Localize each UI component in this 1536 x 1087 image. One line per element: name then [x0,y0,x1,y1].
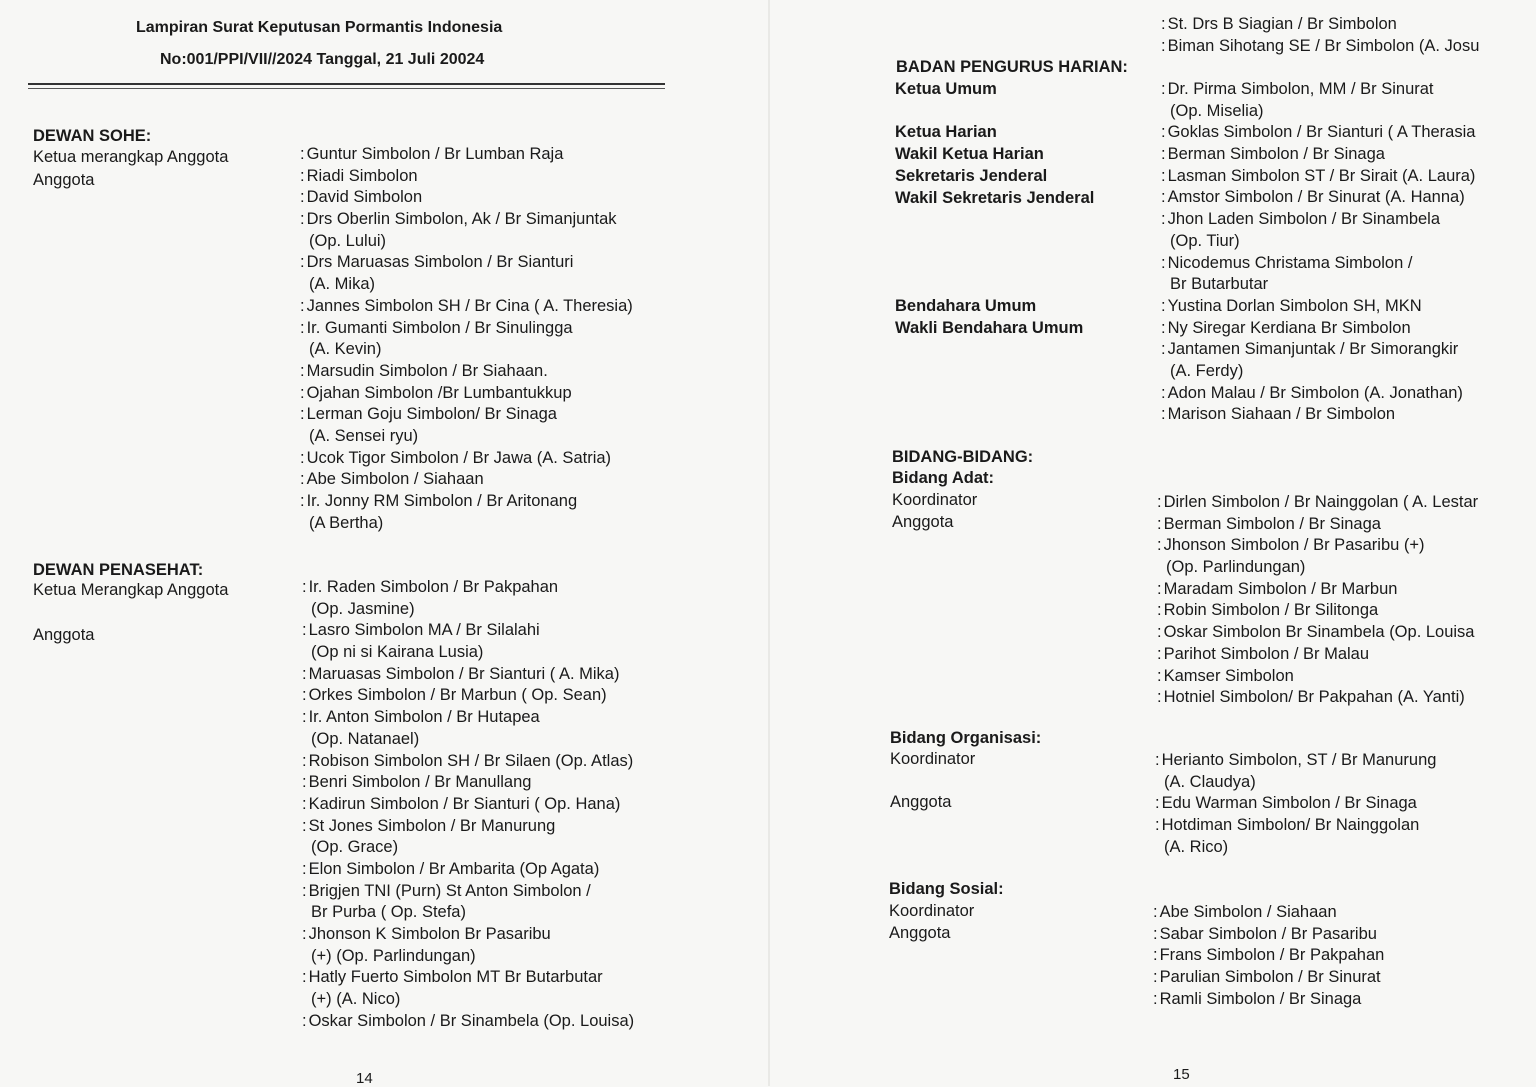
member-entry: : Adon Malau / Br Simbolon (A. Jonathan) [1161,383,1475,405]
right-page [768,0,1536,1086]
member-line-continuation: Br Purba ( Op. Stefa) [311,903,466,922]
role-label: Wakil Sekretaris Jenderal [895,188,1095,207]
member-entry: : Nicodemus Christama Simbolon / [1161,253,1475,275]
member-entry: : Drs Maruasas Simbolon / Br Sianturi [300,252,633,274]
role-label: Anggota [33,171,95,189]
role-label: Sekretaris Jenderal [895,166,1048,185]
section-title-badan-pengurus-harian: BADAN PENGURUS HARIAN: [896,58,1128,76]
member-entry: : Drs Oberlin Simbolon, Ak / Br Simanjuntak [300,209,633,231]
member-entry: : Jantamen Simanjuntak / Br Simorangkir [1161,339,1475,361]
member-line-continuation: (Op. Miselia) [1170,101,1264,120]
member-entry: : St Jones Simbolon / Br Manurung [302,816,634,838]
member-entry: : Berman Simbolon / Br Sinaga [1157,514,1478,536]
member-entry: : Elon Simbolon / Br Ambarita (Op Agata) [302,859,634,881]
member-entry: : Marsudin Simbolon / Br Siahaan. [300,361,633,383]
role-label: Anggota [33,626,95,644]
member-line-continuation: (Op. Tiur) [1170,231,1240,250]
member-entry: : Herianto Simbolon, ST / Br Manurung [1155,750,1436,772]
member-entry: : Dr. Pirma Simbolon, MM / Br Sinurat [1161,79,1475,101]
member-line-continuation: (Op. Jasmine) [311,599,415,618]
member-entry: : Robison Simbolon SH / Br Silaen (Op. Atlas) [302,751,634,773]
member-entry: : David Simbolon [300,187,633,209]
member-entry: : Abe Simbolon / Siahaan [300,469,633,491]
member-entry: : St. Drs B Siagian / Br Simbolon [1161,14,1479,36]
member-line-continuation: (+) (Op. Parlindungan) [311,946,476,965]
member-entry: : Benri Simbolon / Br Manullang [302,772,634,794]
member-entry: : Jannes Simbolon SH / Br Cina ( A. Theresia) [300,296,633,318]
member-entry: : Sabar Simbolon / Br Pasaribu [1153,924,1384,946]
member-entry: : Ir. Raden Simbolon / Br Pakpahan [302,577,634,599]
document-header-line1: Lampiran Surat Keputusan Pormantis Indonesia [136,19,503,36]
member-line-continuation: (Op. Natanael) [311,729,420,748]
member-entry: : Ir. Gumanti Simbolon / Br Sinulingga [300,318,633,340]
member-list-dewan-penasehat [302,577,634,1032]
role-label: Ketua Merangkap Anggota [33,581,229,599]
member-entry: : Dirlen Simbolon / Br Nainggolan ( A. Lestar [1157,492,1478,514]
member-entry: : Oskar Simbolon Br Sinambela (Op. Louisa [1157,622,1478,644]
left-page [0,0,768,1086]
role-label: Ketua Umum [895,80,997,98]
role-label: Anggota [890,793,952,811]
member-entry: : Abe Simbolon / Siahaan [1153,902,1384,924]
document-header-line2: No:001/PPI/VII//2024 Tanggal, 21 Juli 20024 [160,51,485,68]
member-entry: : Biman Sihotang SE / Br Simbolon (A. Josu [1161,36,1479,58]
member-entry: : Ucok Tigor Simbolon / Br Jawa (A. Satria) [300,448,633,470]
page-number: 15 [1173,1066,1190,1083]
subsection-title-bidang-sosial: Bidang Sosial: [889,880,1004,898]
member-entry: : Yustina Dorlan Simbolon SH, MKN [1161,296,1475,318]
member-entry: : Ojahan Simbolon /Br Lumbantukkup [300,383,633,405]
member-line-continuation: (A. Mika) [309,275,375,294]
role-label: Wakli Bendahara Umum [895,318,1084,337]
section-title-dewan-penasehat: DEWAN PENASEHAT: [33,561,204,579]
header-rule [28,83,665,85]
role-label: Koordinator [892,491,978,509]
member-line-continuation: (Op. Grace) [311,838,399,857]
member-entry: : Parihot Simbolon / Br Malau [1157,644,1478,666]
member-entry: : Jhonson Simbolon / Br Pasaribu (+) [1157,535,1478,557]
subsection-title-bidang-organisasi: Bidang Organisasi: [890,729,1042,747]
role-label: Ketua Harian [895,123,997,142]
member-list-bidang-organisasi [1155,750,1436,858]
member-entry: : Kadirun Simbolon / Br Sianturi ( Op. Hana) [302,794,634,816]
member-entry: : Jhonson K Simbolon Br Pasaribu [302,924,634,946]
member-line-continuation: (A. Ferdy) [1170,361,1244,380]
member-entry: : Oskar Simbolon / Br Sinambela (Op. Louisa) [302,1011,634,1033]
member-entry: : Hotdiman Simbolon/ Br Nainggolan [1155,815,1436,837]
member-entry: : Marison Siahaan / Br Simbolon [1161,404,1475,426]
member-entry: : Lerman Goju Simbolon/ Br Sinaga [300,404,633,426]
member-entry: : Ir. Jonny RM Simbolon / Br Aritonang [300,491,633,513]
member-entry: : Robin Simbolon / Br Silitonga [1157,600,1478,622]
member-line-continuation: (A. Rico) [1164,837,1229,856]
role-label: Koordinator [889,902,975,920]
section-title-bidang-bidang: BIDANG-BIDANG: [892,448,1034,466]
member-entry: : Amstor Simbolon / Br Sinurat (A. Hanna) [1161,187,1475,209]
page-number: 14 [356,1070,373,1087]
member-line-continuation: (A. Kevin) [309,340,382,359]
role-label: Wakil Ketua Harian [895,145,1044,164]
role-label: Bendahara Umum [895,297,1037,315]
member-entry: : Ir. Anton Simbolon / Br Hutapea [302,707,634,729]
member-entry: : Maruasas Simbolon / Br Sianturi ( A. Mika) [302,664,634,686]
member-entry: : Maradam Simbolon / Br Marbun [1157,579,1478,601]
role-label: Koordinator [890,750,976,768]
member-entry: : Parulian Simbolon / Br Sinurat [1153,967,1384,989]
member-line-continuation: Br Butarbutar [1170,275,1269,294]
role-label: Ketua merangkap Anggota [33,148,229,166]
member-line-continuation: (Op. Lului) [309,231,387,250]
member-list-bidang-sosial [1153,902,1384,1010]
member-line-continuation: (Op. Parlindungan) [1166,558,1306,577]
member-entry: : Hatly Fuerto Simbolon MT Br Butarbutar [302,967,634,989]
member-entry: : Ny Siregar Kerdiana Br Simbolon [1161,318,1475,340]
member-entry: : Frans Simbolon / Br Pakpahan [1153,945,1384,967]
member-line-continuation: (+) (A. Nico) [311,990,401,1009]
member-entry: : Lasman Simbolon ST / Br Sirait (A. Laura) [1161,166,1475,188]
header-rule-thin [28,88,665,89]
member-list-bph [1161,79,1475,426]
member-entry: : Hotniel Simbolon/ Br Pakpahan (A. Yanti) [1157,687,1478,709]
member-entry: : Brigjen TNI (Purn) St Anton Simbolon / [302,881,634,903]
member-line-continuation: (A Bertha) [309,513,384,532]
member-entry: : Riadi Simbolon [300,166,633,188]
member-line-continuation: (Op ni si Kairana Lusia) [311,643,484,662]
member-line-continuation: (A. Sensei ryu) [309,426,419,445]
role-label: Anggota [889,924,951,942]
role-label: Anggota [892,513,954,531]
member-line-continuation: (A. Claudya) [1164,772,1256,791]
member-entry: : Guntur Simbolon / Br Lumban Raja [300,144,633,166]
member-entry: : Jhon Laden Simbolon / Br Sinambela [1161,209,1475,231]
member-entry: : Ramli Simbolon / Br Sinaga [1153,989,1384,1011]
member-entry: : Kamser Simbolon [1157,666,1478,688]
member-list-continued [1161,14,1479,57]
section-title-dewan-sohe: DEWAN SOHE: [33,127,152,145]
member-entry: : Orkes Simbolon / Br Marbun ( Op. Sean) [302,685,634,707]
subsection-title-bidang-adat: Bidang Adat: [892,469,995,487]
member-list-bidang-adat [1157,492,1478,709]
member-entry: : Berman Simbolon / Br Sinaga [1161,144,1475,166]
member-entry: : Edu Warman Simbolon / Br Sinaga [1155,793,1436,815]
member-entry: : Lasro Simbolon MA / Br Silalahi [302,620,634,642]
member-entry: : Goklas Simbolon / Br Sianturi ( A Therasia [1161,122,1475,144]
member-list-dewan-sohe [300,144,633,534]
